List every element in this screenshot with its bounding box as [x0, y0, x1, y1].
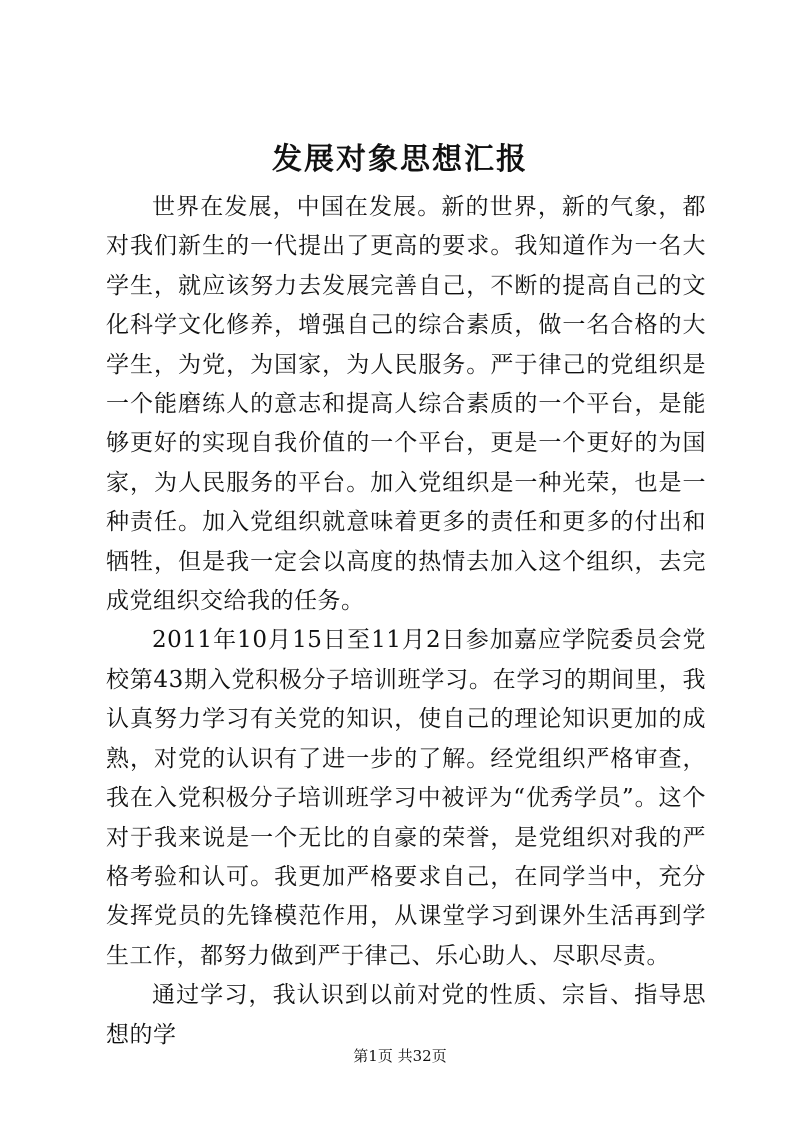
- paragraph-1: 世界在发展，中国在发展。新的世界，新的气象，都对我们新生的一代提出了更高的要求。我知道作为一名大学生，就应该努力去发展完善自己，不断的提高自己的文化科学文化修养，增强自己的综合素质，做一名合格的大学生，为党，为国家，为人民服务。严于律己的党组织是一个能磨练人的意志和提高人综合素质的一个平台，是能够更好的实现自我价值的一个平台，更是一个更好的为国家，为人民服务的平台。加入党组织是一种光荣，也是一种责任。加入党组织就意味着更多的责任和更多的付出和牺牲，但是我一定会以高度的热情去加入这个组织，去完成党组织交给我的任务。: [106, 194, 706, 615]
- paragraph-3: 通过学习，我认识到以前对党的性质、宗旨、指导思想的学: [106, 982, 706, 1048]
- page-number-footer: 第1页 共32页: [353, 1047, 447, 1065]
- document-title: 发展对象思想汇报: [272, 142, 528, 177]
- paragraph-2: 2011年10月15日至11月2日参加嘉应学院委员会党校第43期入党积极分子培训班学习。在学习的期间里，我认真努力学习有关党的知识，使自己的理论知识更加的成熟，对党的认识有了进一步的了解。经党组织严格审查，我在入党积极分子培训班学习中被评为“优秀学员”。这个对于我来说是一个无比的自豪的荣誉，是党组织对我的严格考验和认可。我更加严格要求自己，在同学当中，充分发挥党员的先锋模范作用，从课堂学习到课外生活再到学生工作，都努力做到严于律己、乐心助人、尽职尽责。: [106, 627, 706, 969]
- document-body: [106, 188, 706, 1055]
